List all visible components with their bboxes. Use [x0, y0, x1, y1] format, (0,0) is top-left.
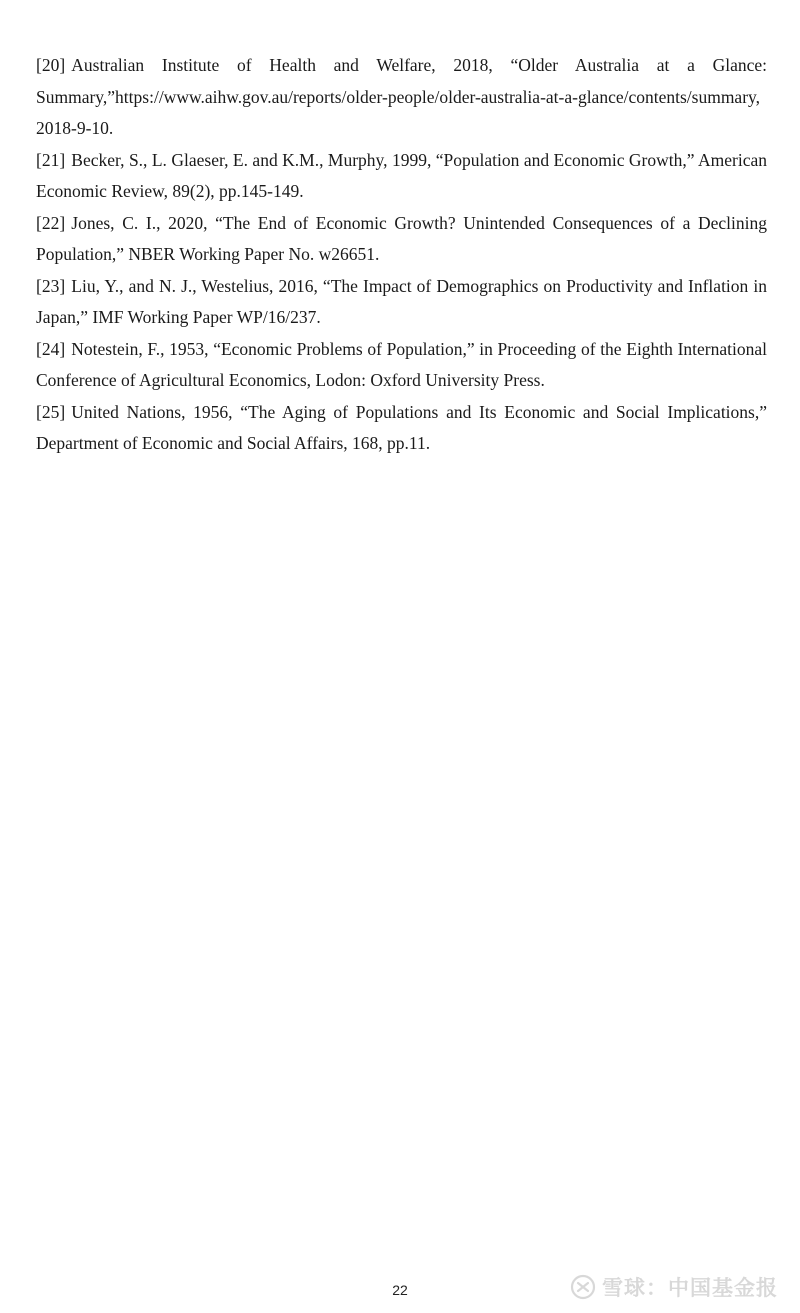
page-number: 22 — [392, 1282, 408, 1298]
reference-item — [36, 334, 767, 397]
reference-item — [36, 397, 767, 460]
reference-number: [20] — [36, 55, 66, 75]
reference-text: United Nations, 1956, “The Aging of Populations and Its Economic and Social Implications,” Department of Economic and Social Affairs, 168, pp.11. — [36, 401, 767, 453]
reference-number: [21] — [36, 149, 66, 170]
reference-text: Notestein, F., 1953, “Economic Problems of Population,” in Proceeding of the Eighth International Conference of Agricultural Economics, Lodon: Oxford University Press. — [36, 338, 767, 390]
reference-item — [36, 208, 767, 271]
snowball-logo-icon — [570, 1274, 596, 1300]
reference-text: Becker, S., L. Glaeser, E. and K.M., Murphy, 1999, “Population and Economic Growth,” American Economic Review, 89(2), pp.145-149. — [36, 149, 767, 201]
reference-item — [36, 50, 767, 145]
watermark — [570, 1272, 778, 1302]
reference-number: [24] — [36, 338, 66, 359]
reference-number: [25] — [36, 401, 66, 422]
reference-item — [36, 145, 767, 208]
watermark-text: 雪球：中国基金报 — [602, 1276, 778, 1300]
reference-list — [36, 50, 767, 460]
reference-text: Jones, C. I., 2020, “The End of Economic Growth? Unintended Consequences of a Declining Population,” NBER Working Paper No. w26651. — [36, 212, 767, 264]
reference-item — [36, 271, 767, 334]
reference-number: [23] — [36, 275, 66, 296]
reference-text: Liu, Y., and N. J., Westelius, 2016, “The Impact of Demographics on Productivity and Inflation in Japan,” IMF Working Paper WP/16/237. — [36, 275, 767, 327]
reference-text: Australian Institute of Health and Welfare, 2018, “Older Australia at a Glance: Summary,”https://www.aihw.gov.au/reports/older-people/older-australia-at-a-glance/contents/summary, 2018-9-10. — [36, 55, 767, 138]
reference-number: [22] — [36, 212, 66, 233]
